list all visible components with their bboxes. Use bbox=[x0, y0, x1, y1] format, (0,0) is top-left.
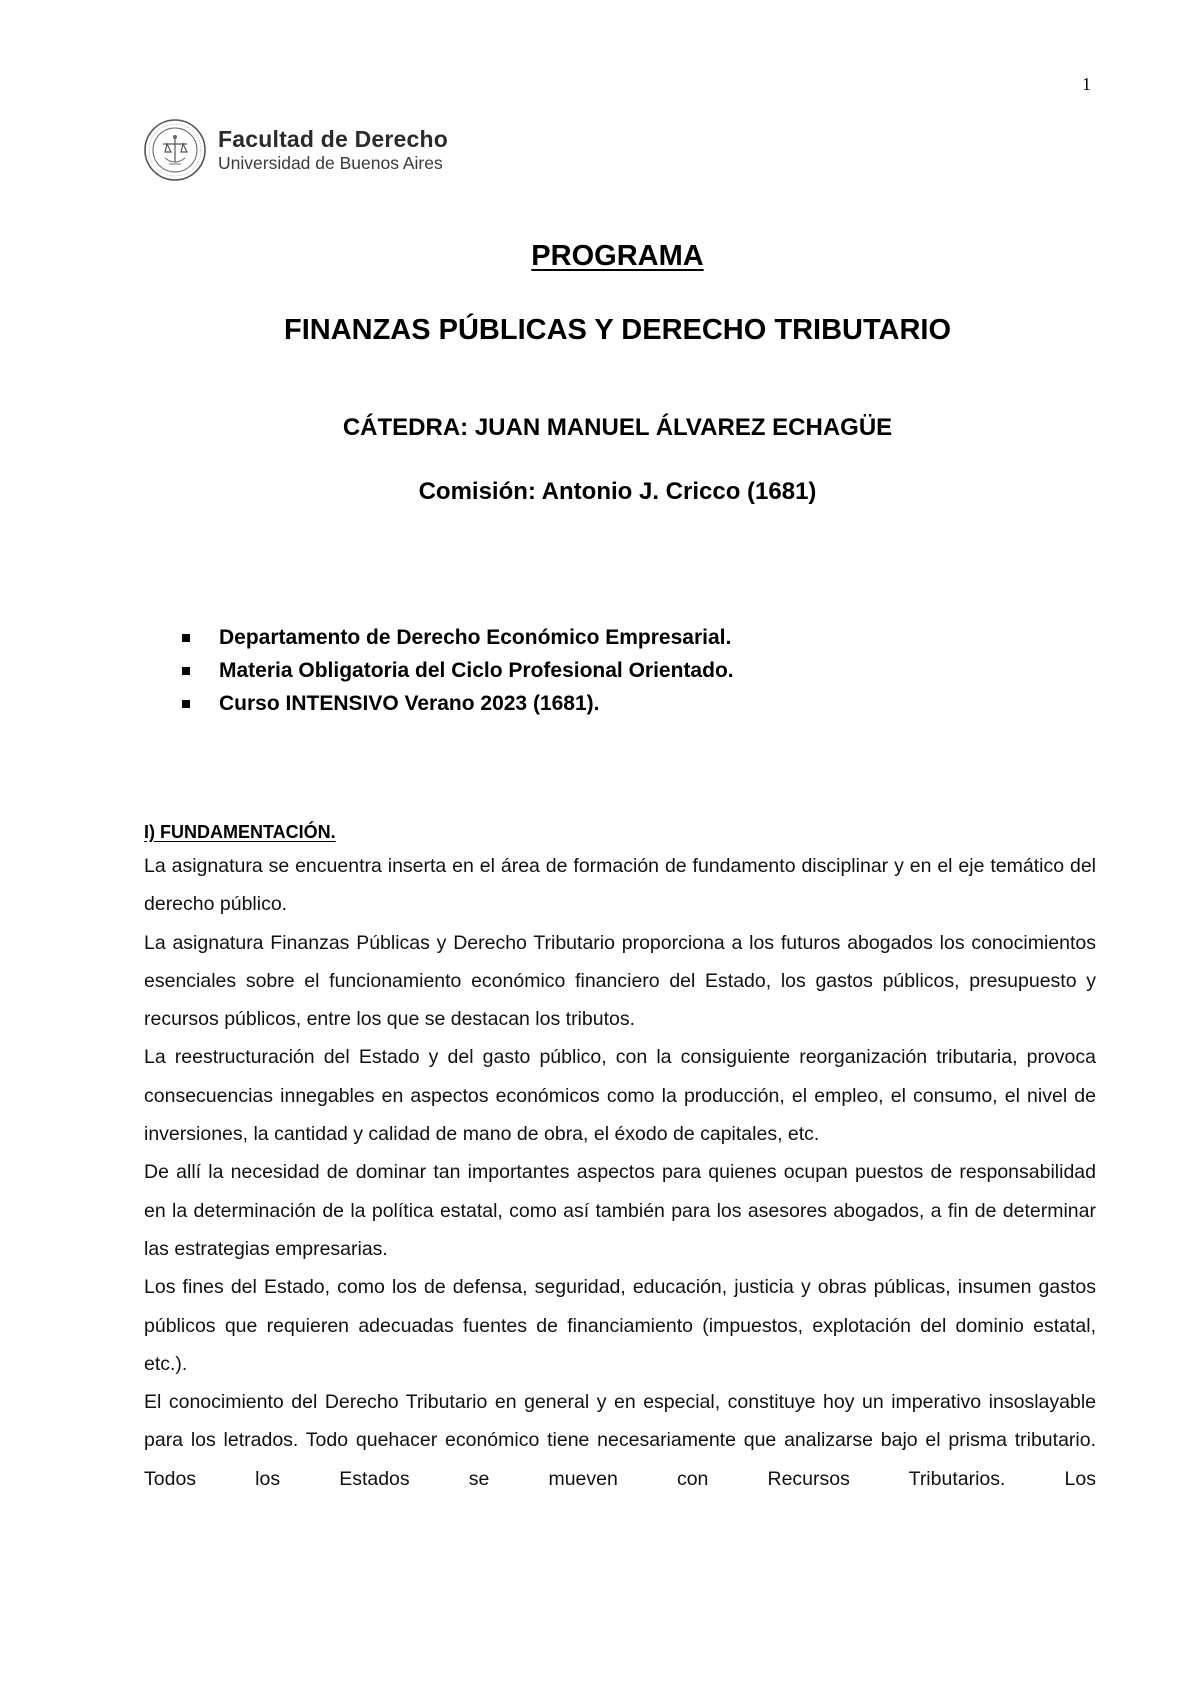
square-bullet-icon bbox=[182, 667, 190, 675]
subject-title: FINANZAS PÚBLICAS Y DERECHO TRIBUTARIO bbox=[283, 314, 952, 346]
faculty-name: Facultad de Derecho bbox=[218, 126, 449, 153]
catedra-title: CÁTEDRA: JUAN MANUEL ÁLVAREZ ECHAGÜE bbox=[342, 414, 893, 441]
paragraph: Los fines del Estado, como los de defensa, seguridad, educación, justicia y obras públicas, insumen gastos públicos que requieren adecuadas fuentes de financiamiento (impuestos, explotación del dominio estatal, etc.). bbox=[144, 1276, 1096, 1375]
paragraph: La reestructuración del Estado y del gasto público, con la consiguiente reorganización tributaria, provoca consecuencias innegables en aspectos económicos como la producción, el empleo, el consumo, el nivel de inversiones, la cantidad y calidad de mano de obra, el éxodo de capitales, etc. bbox=[144, 1046, 1096, 1146]
paragraph: De allí la necesidad de dominar tan importantes aspectos para quienes ocupan puestos de responsabilidad en la determinación de la política estatal, como así también para los asesores abogados, a fin de determinar las estrategias empresarias. bbox=[144, 1161, 1096, 1260]
square-bullet-icon bbox=[182, 700, 190, 708]
list-item bbox=[181, 687, 734, 720]
page-number: 1 bbox=[1082, 74, 1091, 94]
document-title: PROGRAMA bbox=[531, 240, 704, 272]
course-info-list bbox=[181, 621, 734, 720]
fundamentacion-section bbox=[144, 817, 1096, 1498]
square-bullet-icon bbox=[182, 634, 190, 642]
section-body bbox=[144, 847, 1096, 1498]
section-heading: I) FUNDAMENTACIÓN. bbox=[144, 822, 336, 842]
list-item-text: Curso INTENSIVO Verano 2023 (1681). bbox=[219, 692, 600, 715]
university-name: Universidad de Buenos Aires bbox=[218, 152, 443, 173]
list-item-text: Materia Obligatoria del Ciclo Profesional Orientado. bbox=[219, 659, 734, 682]
paragraph: El conocimiento del Derecho Tributario en general y en especial, constituye hoy un imperativo insoslayable para los letrados. Todo quehacer económico tiene necesariamente que analizarse bajo el prisma tributario. Todos los Estados se mueven con Recursos Tributarios. Los bbox=[144, 1391, 1096, 1490]
paragraph: La asignatura Finanzas Públicas y Derecho Tributario proporciona a los futuros abogados los conocimientos esenciales sobre el funcionamiento económico financiero del Estado, los gastos públicos, presupuesto y recursos públicos, entre los que se destacan los tributos. bbox=[144, 931, 1096, 1031]
list-item bbox=[181, 654, 734, 687]
list-item bbox=[181, 621, 734, 654]
faculty-header bbox=[143, 118, 448, 182]
paragraph: La asignatura se encuentra inserta en el área de formación de fundamento disciplinar y en el eje temático del derecho público. bbox=[144, 855, 1096, 916]
university-seal-icon bbox=[143, 118, 207, 182]
list-item-text: Departamento de Derecho Económico Empresarial. bbox=[219, 626, 732, 649]
comision-title: Comisión: Antonio J. Cricco (1681) bbox=[418, 478, 817, 505]
